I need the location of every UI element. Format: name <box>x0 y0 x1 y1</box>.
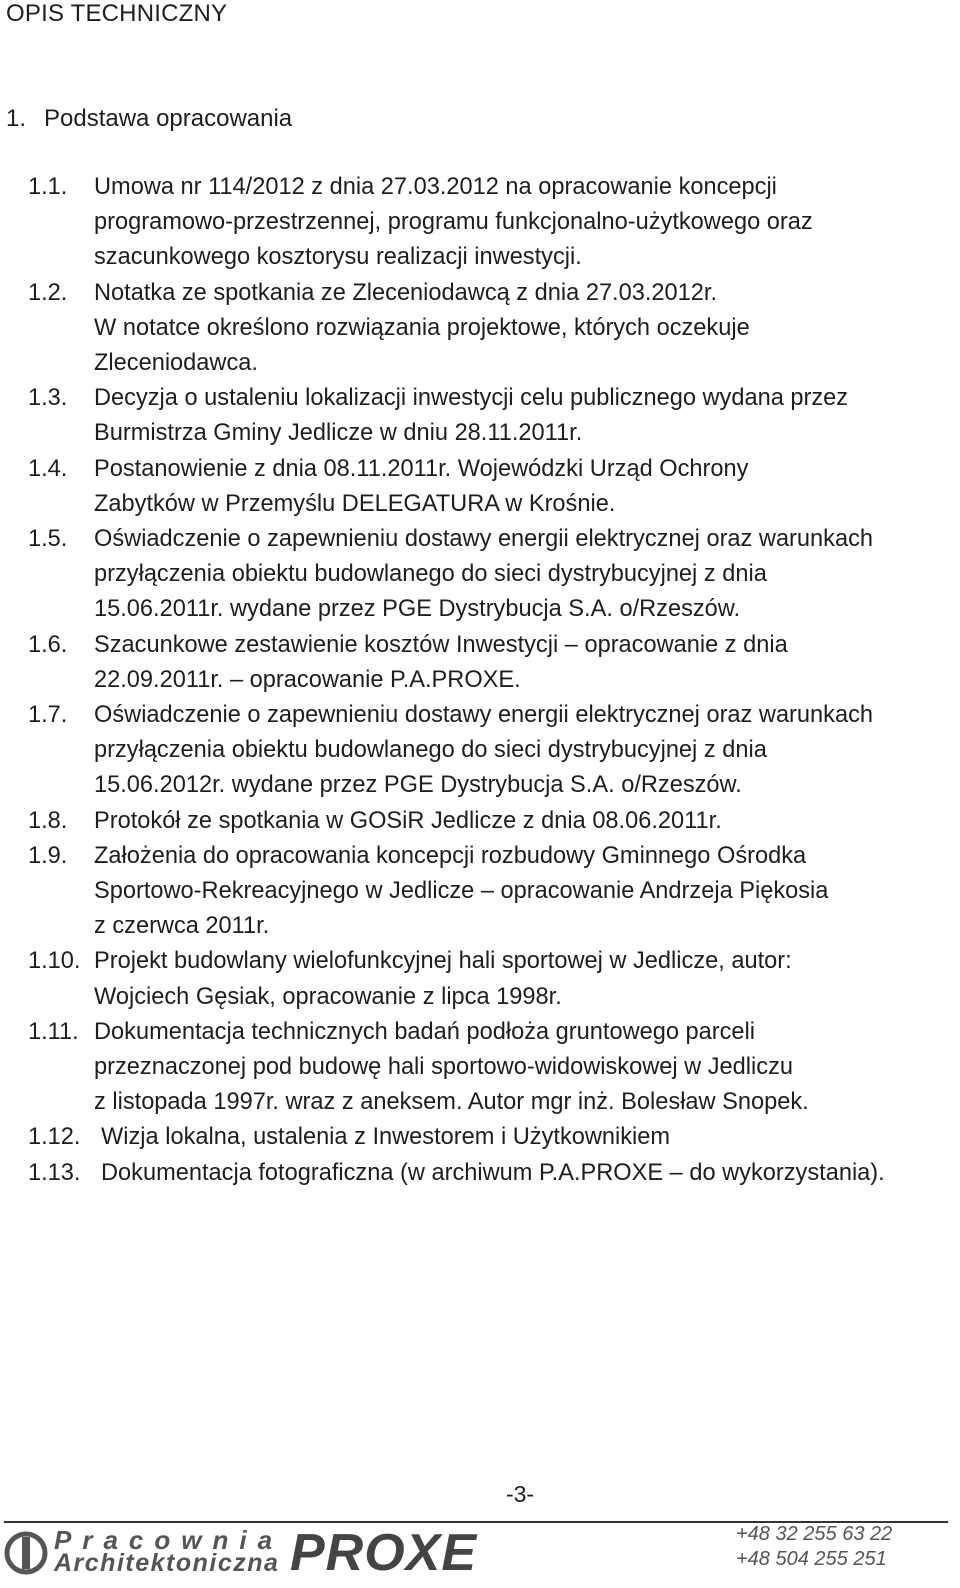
section-number: 1. <box>6 105 27 132</box>
page-number: -3- <box>505 1481 535 1507</box>
list-item <box>28 170 948 276</box>
list-item-number: 1.7. <box>28 702 68 729</box>
list-item <box>28 839 948 945</box>
list-item <box>28 1015 948 1121</box>
list-item-number: 1.13. <box>28 1159 81 1186</box>
logo-brand: PROXE <box>290 1524 478 1582</box>
list-item-line: Szacunkowe zestawienie kosztów Inwestycji – opracowanie z dnia <box>94 631 788 658</box>
list-item-line: Decyzja o ustaleniu lokalizacji inwestycji celu publicznego wydana przez <box>94 385 849 412</box>
list-item <box>28 381 948 451</box>
list-item-line: Dokumentacja fotograficzna (w archiwum P.A.PROXE – do wykorzystania). <box>101 1159 885 1186</box>
list-item-line: Postanowienie z dnia 08.11.2011r. Wojewódzki Urząd Ochrony <box>94 455 749 482</box>
list-item-line: Oświadczenie o zapewnieniu dostawy energii elektrycznej oraz warunkach <box>94 526 873 553</box>
list-item-text <box>101 1156 948 1191</box>
list-item-line: Zleceniodawca. <box>94 350 258 377</box>
list-item-number: 1.1. <box>28 174 68 200</box>
section-title: Podstawa opracowania <box>44 105 293 132</box>
list-item-text <box>94 452 948 522</box>
list-item-text <box>101 1120 948 1155</box>
list-item-line: Dokumentacja technicznych badań podłoża gruntowego parceli <box>94 1018 756 1045</box>
list-item-number: 1.11. <box>28 1018 79 1045</box>
list-item-number: 1.6. <box>28 631 68 658</box>
list-item-line: programowo-przestrzennej, programu funkcjonalno-użytkowego oraz <box>94 209 813 236</box>
list-item-line: Wojciech Gęsiak, opracowanie z lipca 1998r. <box>94 983 562 1010</box>
list-item-number: 1.5. <box>28 526 68 553</box>
list-item-text <box>94 839 948 945</box>
list-item-number: 1.4. <box>28 455 68 482</box>
list-item-text <box>94 1015 948 1121</box>
logo-text-line1: Pracownia <box>54 1525 284 1555</box>
list-item-line: Notatka ze spotkania ze Zleceniodawcą z dnia 27.03.2012r. <box>94 279 718 306</box>
list-item-line: Projekt budowlany wielofunkcyjnej hali sportowej w Jedlicze, autor: <box>94 948 792 975</box>
requirements-list <box>28 170 948 1191</box>
list-item-line: W notatce określono rozwiązania projektowe, których oczekuje <box>94 314 750 341</box>
list-item <box>28 276 948 382</box>
list-item-line: Założenia do opracowania koncepcji rozbudowy Gminnego Ośrodka <box>94 842 807 869</box>
list-item-line: z listopada 1997r. wraz z aneksem. Autor mgr inż. Bolesław Snopek. <box>94 1089 809 1116</box>
phone-number-2: +48 504 255 251 <box>736 1548 887 1570</box>
list-item-text <box>94 276 948 382</box>
list-item-number: 1.3. <box>28 385 68 412</box>
document-title: OPIS TECHNICZNY <box>6 0 228 27</box>
phone-number-1: +48 32 255 63 22 <box>736 1523 893 1545</box>
list-item <box>28 698 948 804</box>
list-item-line: przyłączenia obiektu budowlanego do sieci dystrybucyjnej z dnia <box>94 737 767 764</box>
list-item <box>28 452 948 522</box>
list-item-number: 1.12. <box>28 1124 81 1151</box>
footer <box>0 1521 960 1588</box>
list-item <box>28 628 948 698</box>
list-item-line: z czerwca 2011r. <box>94 913 270 940</box>
list-item-number: 1.10. <box>28 948 81 975</box>
list-item <box>28 944 948 1014</box>
list-item-number: 1.9. <box>28 842 68 869</box>
list-item-line: przeznaczonej pod budowę hali sportowo-widowiskowej w Jedliczu <box>94 1054 793 1081</box>
list-item-line: Zabytków w Przemyślu DELEGATURA w Krośnie. <box>94 490 616 517</box>
list-item-text <box>94 698 948 804</box>
list-item-line: przyłączenia obiektu budowlanego do sieci dystrybucyjnej z dnia <box>94 561 767 588</box>
list-item-number: 1.2. <box>28 279 68 306</box>
list-item <box>28 1120 948 1155</box>
list-item-line: Sportowo-Rekreacyjnego w Jedlicze – opracowanie Andrzeja Piękosia <box>94 878 829 905</box>
list-item-line: Burmistrza Gminy Jedlicze w dniu 28.11.2011r. <box>94 420 583 447</box>
list-item-number: 1.8. <box>28 807 68 834</box>
list-item-text <box>94 170 948 276</box>
company-logo-icon <box>4 1531 48 1575</box>
list-item-line: Protokół ze spotkania w GOSiR Jedlicze z dnia 08.06.2011r. <box>94 807 722 834</box>
list-item-text <box>94 381 948 451</box>
list-item-text <box>94 804 948 839</box>
list-item-line: Umowa nr 114/2012 z dnia 27.03.2012 na opracowanie koncepcji <box>94 174 777 200</box>
list-item-line: Oświadczenie o zapewnieniu dostawy energii elektrycznej oraz warunkach <box>94 702 873 729</box>
list-item-line: 22.09.2011r. – opracowanie P.A.PROXE. <box>94 666 521 693</box>
logo-text-line2: Architektoniczna <box>54 1549 280 1577</box>
list-item-line: Wizja lokalna, ustalenia z Inwestorem i Użytkownikiem <box>101 1124 671 1151</box>
section-heading <box>6 105 292 133</box>
list-item-text <box>94 944 948 1014</box>
list-item-line: 15.06.2011r. wydane przez PGE Dystrybucja S.A. o/Rzeszów. <box>94 596 741 623</box>
list-item-line: szacunkowego kosztorysu realizacji inwestycji. <box>94 244 582 271</box>
list-item-text <box>94 522 948 628</box>
list-item <box>28 804 948 839</box>
list-item <box>28 1156 948 1191</box>
list-item <box>28 522 948 628</box>
list-item-line: 15.06.2012r. wydane przez PGE Dystrybucja S.A. o/Rzeszów. <box>94 772 742 799</box>
list-item-text <box>94 628 948 698</box>
